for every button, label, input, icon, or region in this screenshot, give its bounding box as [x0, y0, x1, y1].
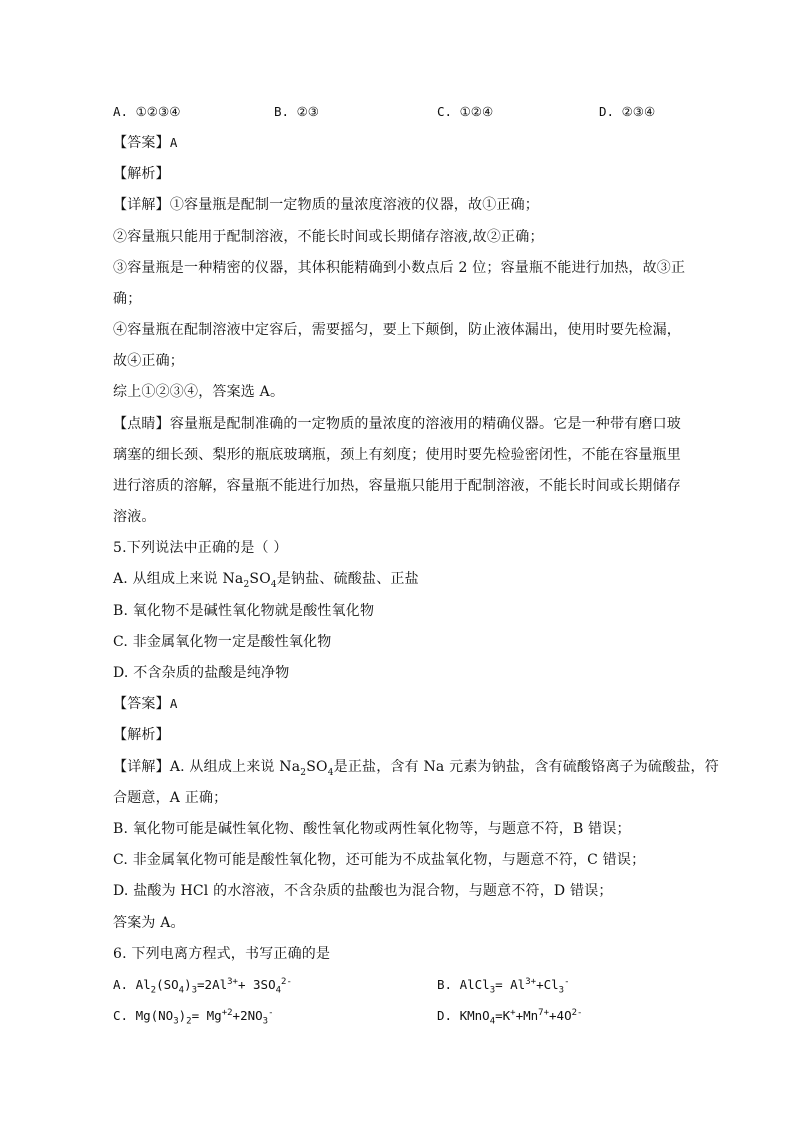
tip-text: 容量瓶是配制准确的一定物质的量浓度的溶液用的精确仪器。它是一种带有磨口玻 — [169, 416, 682, 432]
q5-analysis-label: 【解析】 — [113, 727, 170, 743]
answer-line — [113, 133, 178, 153]
option-a: A. ①②③④ — [113, 104, 181, 119]
detail-text: ①容量瓶是配制一定物质的量浓度溶液的仪器，故①正确； — [169, 197, 540, 213]
answer-label: 【答案】 — [113, 696, 170, 712]
option-d: D. ②③④ — [599, 104, 656, 119]
q6-option-c: C. $Mg(NO_3)_2= Mg^{+2}+2NO_3^-$ — [113, 1007, 274, 1027]
q5-detail-line: 答案为 A。 — [113, 915, 185, 931]
answer-value: A — [169, 696, 178, 711]
detail-line: 综上①②③④，答案选 A。 — [113, 384, 285, 400]
detail-line: ④容量瓶在配制溶液中定容后，需要摇匀，要上下颠倒，防止液体漏出，使用时要先检漏， — [113, 322, 681, 338]
question-5-stem: 5.下列说法中正确的是（ ） — [113, 540, 288, 556]
analysis-label: 【解析】 — [113, 166, 170, 182]
q6-option-d: D. $KMnO_4=K^++Mn^{7+}+4O^{2-}$ — [437, 1007, 583, 1027]
question-6-stem: 6. 下列电离方程式，书写正确的是 — [113, 946, 331, 962]
detail-line — [113, 195, 539, 215]
q5-detail-line: 合题意，A 正确； — [113, 790, 228, 806]
q5-detail-line: B. 氧化物可能是碱性氧化物、酸性氧化物或两性氧化物等，与题意不符，B 错误； — [113, 821, 631, 837]
answer-label: 【答案】 — [113, 135, 170, 151]
q5-option-d: D. 不含杂质的盐酸是纯净物 — [113, 665, 290, 681]
tip-line — [113, 414, 681, 434]
q5-detail-line: C. 非金属氧化物可能是酸性氧化物，还可能为不成盐氧化物，与题意不符，C 错误； — [113, 852, 646, 868]
tip-label: 【点睛】 — [113, 416, 170, 432]
q5-detail-line: 【详解】A. 从组成上来说 $Na_2SO_4$是正盐，含有 Na 元素为钠盐，含有硫酸铬离子为硫酸盐，符 — [113, 759, 719, 778]
q5-detail-line: D. 盐酸为 HCl 的水溶液，不含杂质的盐酸也为混合物，与题意不符，D 错误； — [113, 883, 613, 899]
detail-line: ③容量瓶是一种精密的仪器，其体积能精确到小数点后 2 位；容量瓶不能进行加热，故③正 — [113, 260, 686, 276]
detail-label: 【详解】 — [113, 197, 170, 213]
detail-line: 故④正确； — [113, 353, 184, 369]
q5-option-b: B. 氧化物不是碱性氧化物就是酸性氧化物 — [113, 603, 375, 619]
q6-option-b: B. AlCl$_3$= $Al^{3+}+Cl_3^-$ — [437, 976, 570, 996]
tip-line: 进行溶质的溶解，容量瓶不能进行加热，容量瓶只能用于配制溶液，不能长时间或长期储存 — [113, 478, 681, 494]
detail-line: 确； — [113, 291, 142, 307]
detail-label: 【详解】 — [113, 759, 170, 775]
tip-line: 溶液。 — [113, 509, 156, 525]
q5-option-a: A. 从组成上来说 $Na_2SO_4$是钠盐、硫酸盐、正盐 — [113, 571, 419, 590]
answer-value: A — [169, 135, 178, 150]
detail-line: ②容量瓶只能用于配制溶液，不能长时间或长期储存溶液,故②正确； — [113, 229, 544, 245]
option-b: B. ②③ — [274, 104, 319, 119]
option-c: C. ①②④ — [437, 104, 494, 119]
tip-line: 璃塞的细长颈、梨形的瓶底玻璃瓶，颈上有刻度；使用时要先检验密闭性，不能在容量瓶里 — [113, 447, 681, 463]
q5-option-c: C. 非金属氧化物一定是酸性氧化物 — [113, 634, 332, 650]
q5-answer-line — [113, 694, 178, 714]
q6-option-a: A. $Al_2(SO_4)_3=2Al^{3+}+ 3SO_4^{2-}$ — [113, 976, 292, 996]
